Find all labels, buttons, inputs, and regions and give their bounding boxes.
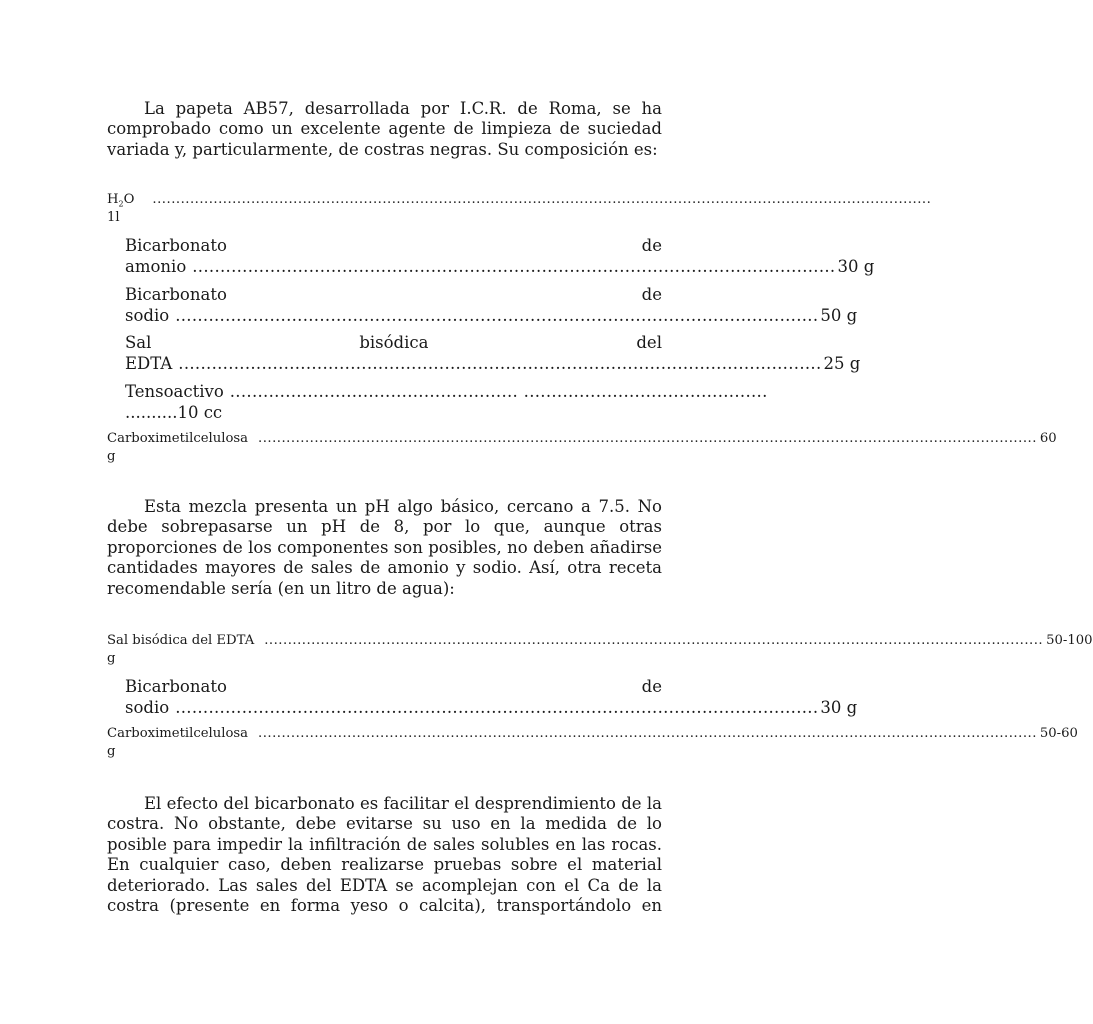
item-amount: 30 g bbox=[820, 697, 858, 717]
item-amount: 50-60 bbox=[1039, 726, 1078, 741]
text-line: Esta mezcla presenta un pH algo básico, cercano a 7.5. No bbox=[144, 497, 662, 516]
recipe-carboxi-row bbox=[107, 430, 1057, 466]
text-line: costra (presente en forma yeso o calcita), transportándolo en bbox=[107, 896, 662, 916]
item-amount: 50 g bbox=[820, 305, 858, 325]
dot-leader: .................................................................................................................... bbox=[175, 697, 819, 717]
intro-paragraph bbox=[107, 99, 662, 160]
item-label: sodio bbox=[125, 305, 170, 325]
dot-leader: .................................................................................................................... bbox=[175, 305, 819, 325]
item-unit: g bbox=[107, 744, 116, 759]
item-label: del bbox=[636, 333, 662, 352]
text-line: deteriorado. Las sales del EDTA se acomplejan con el Ca de la bbox=[107, 875, 662, 895]
text-line: comprobado como un excelente agente de limpieza de suciedad bbox=[107, 119, 662, 139]
text-line: variada y, particularmente, de costras negras. Su composición es: bbox=[107, 139, 658, 159]
item-label: amonio bbox=[125, 256, 187, 276]
item-label: de bbox=[641, 677, 662, 696]
recipe-item-tensoactivo bbox=[125, 382, 768, 423]
item-label: EDTA bbox=[125, 353, 173, 373]
item-amount: 50-100 bbox=[1046, 633, 1093, 648]
item-unit: g bbox=[107, 449, 116, 464]
dot-leader: .................................................................................................................... bbox=[192, 256, 836, 276]
dot-leader: .................................................... ............................................ bbox=[229, 382, 768, 401]
water-label: $H_2O$ bbox=[107, 192, 135, 209]
final-paragraph bbox=[107, 794, 662, 916]
item-label: Sal bbox=[125, 333, 152, 352]
recipe-item-bicarbonato-sodio bbox=[125, 285, 858, 326]
text-line: En cualquier caso, deben realizarse pruebas sobre el material bbox=[107, 855, 662, 875]
dot-leader: ...................................................................................................................................................................... bbox=[152, 192, 932, 207]
recipe2-carboxi-row bbox=[107, 725, 1078, 761]
text-line: La papeta AB57, desarrollada por I.C.R. de Roma, se ha bbox=[144, 99, 662, 118]
text-line: cantidades mayores de sales de amonio y sodio. Así, otra receta bbox=[107, 558, 662, 578]
dot-leader: .......... bbox=[125, 402, 178, 422]
dot-leader: ...................................................................................................................................................................... bbox=[264, 633, 1044, 648]
item-label: de bbox=[641, 236, 662, 255]
dot-leader: .................................................................................................................... bbox=[178, 353, 822, 373]
item-unit: g bbox=[107, 651, 116, 666]
item-label: Bicarbonato bbox=[125, 285, 227, 304]
item-label: de bbox=[641, 285, 662, 304]
text-line: posible para impedir la infiltración de sales solubles en las rocas. bbox=[107, 834, 662, 854]
water-amount: 1l bbox=[107, 210, 120, 225]
item-amount: 25 g bbox=[823, 353, 861, 373]
item-amount: 30 g bbox=[837, 256, 875, 276]
item-label: Sal bisódica del EDTA bbox=[107, 633, 255, 648]
text-line: El efecto del bicarbonato es facilitar el desprendimiento de la bbox=[144, 794, 662, 813]
middle-paragraph bbox=[107, 497, 662, 599]
item-label: Carboximetilcelulosa bbox=[107, 431, 249, 446]
recipe2-sal-row bbox=[107, 632, 1093, 668]
item-label: bisódica bbox=[359, 333, 429, 352]
text-line: costra. No obstante, debe evitarse su uso en la medida de lo bbox=[107, 814, 662, 834]
item-amount: 10 cc bbox=[177, 402, 223, 422]
recipe-water-row bbox=[107, 191, 932, 227]
text-line: recomendable sería (en un litro de agua): bbox=[107, 578, 455, 598]
dot-leader: ...................................................................................................................................................................... bbox=[258, 431, 1037, 446]
recipe2-item-bicarbonato-sodio bbox=[125, 677, 858, 718]
item-label: Bicarbonato bbox=[125, 677, 227, 696]
item-label: Carboximetilcelulosa bbox=[107, 726, 249, 741]
item-label: sodio bbox=[125, 697, 170, 717]
recipe-item-sal-edta bbox=[125, 333, 861, 374]
item-label: Bicarbonato bbox=[125, 236, 227, 255]
text-line: debe sobrepasarse un pH de 8, por lo que, aunque otras bbox=[107, 517, 662, 537]
item-amount: 60 bbox=[1039, 431, 1057, 446]
dot-leader: ...................................................................................................................................................................... bbox=[258, 726, 1037, 741]
item-label: Tensoactivo bbox=[125, 382, 224, 401]
recipe-item-bicarbonato-amonio bbox=[125, 236, 875, 277]
text-line: proporciones de los componentes son posibles, no deben añadirse bbox=[107, 537, 662, 557]
